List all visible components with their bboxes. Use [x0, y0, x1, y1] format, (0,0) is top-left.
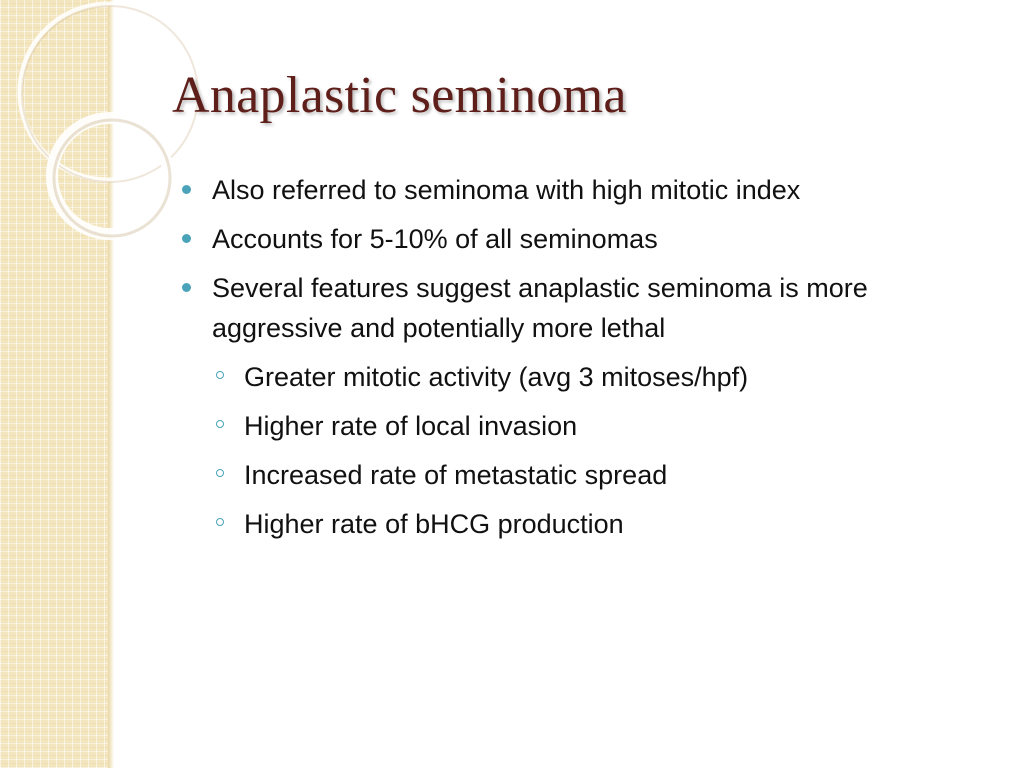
filled-circle-icon — [182, 185, 191, 194]
bullet-text: Also referred to seminoma with high mitotic index — [212, 175, 801, 205]
sub-bullet-text: Higher rate of local invasion — [244, 411, 578, 441]
filled-circle-icon — [182, 234, 191, 243]
sub-bullet-text: Increased rate of metastatic spread — [244, 460, 668, 490]
rings-decoration — [0, 0, 160, 260]
bullet-item — [182, 170, 982, 210]
bullet-text: Several features suggest anaplastic seminoma is more aggressive and potentially more lethal — [212, 273, 868, 343]
hollow-circle-icon — [216, 469, 224, 477]
sub-bullet-item — [182, 406, 982, 446]
bullet-item — [182, 268, 982, 348]
bullet-item — [182, 219, 982, 259]
sub-bullet-item — [182, 504, 982, 544]
sub-bullet-text: Greater mitotic activity (avg 3 mitoses/hpf) — [244, 362, 749, 392]
bullet-text: Accounts for 5-10% of all seminomas — [212, 224, 658, 254]
hollow-circle-icon — [216, 518, 224, 526]
sub-bullet-text: Higher rate of bHCG production — [244, 509, 624, 539]
hollow-circle-icon — [216, 420, 224, 428]
slide-title: Anaplastic seminoma — [172, 67, 627, 124]
sub-bullet-item — [182, 357, 982, 397]
hollow-circle-icon — [216, 371, 224, 379]
bullet-list — [182, 170, 982, 553]
filled-circle-icon — [182, 283, 191, 292]
sub-bullet-item — [182, 455, 982, 495]
